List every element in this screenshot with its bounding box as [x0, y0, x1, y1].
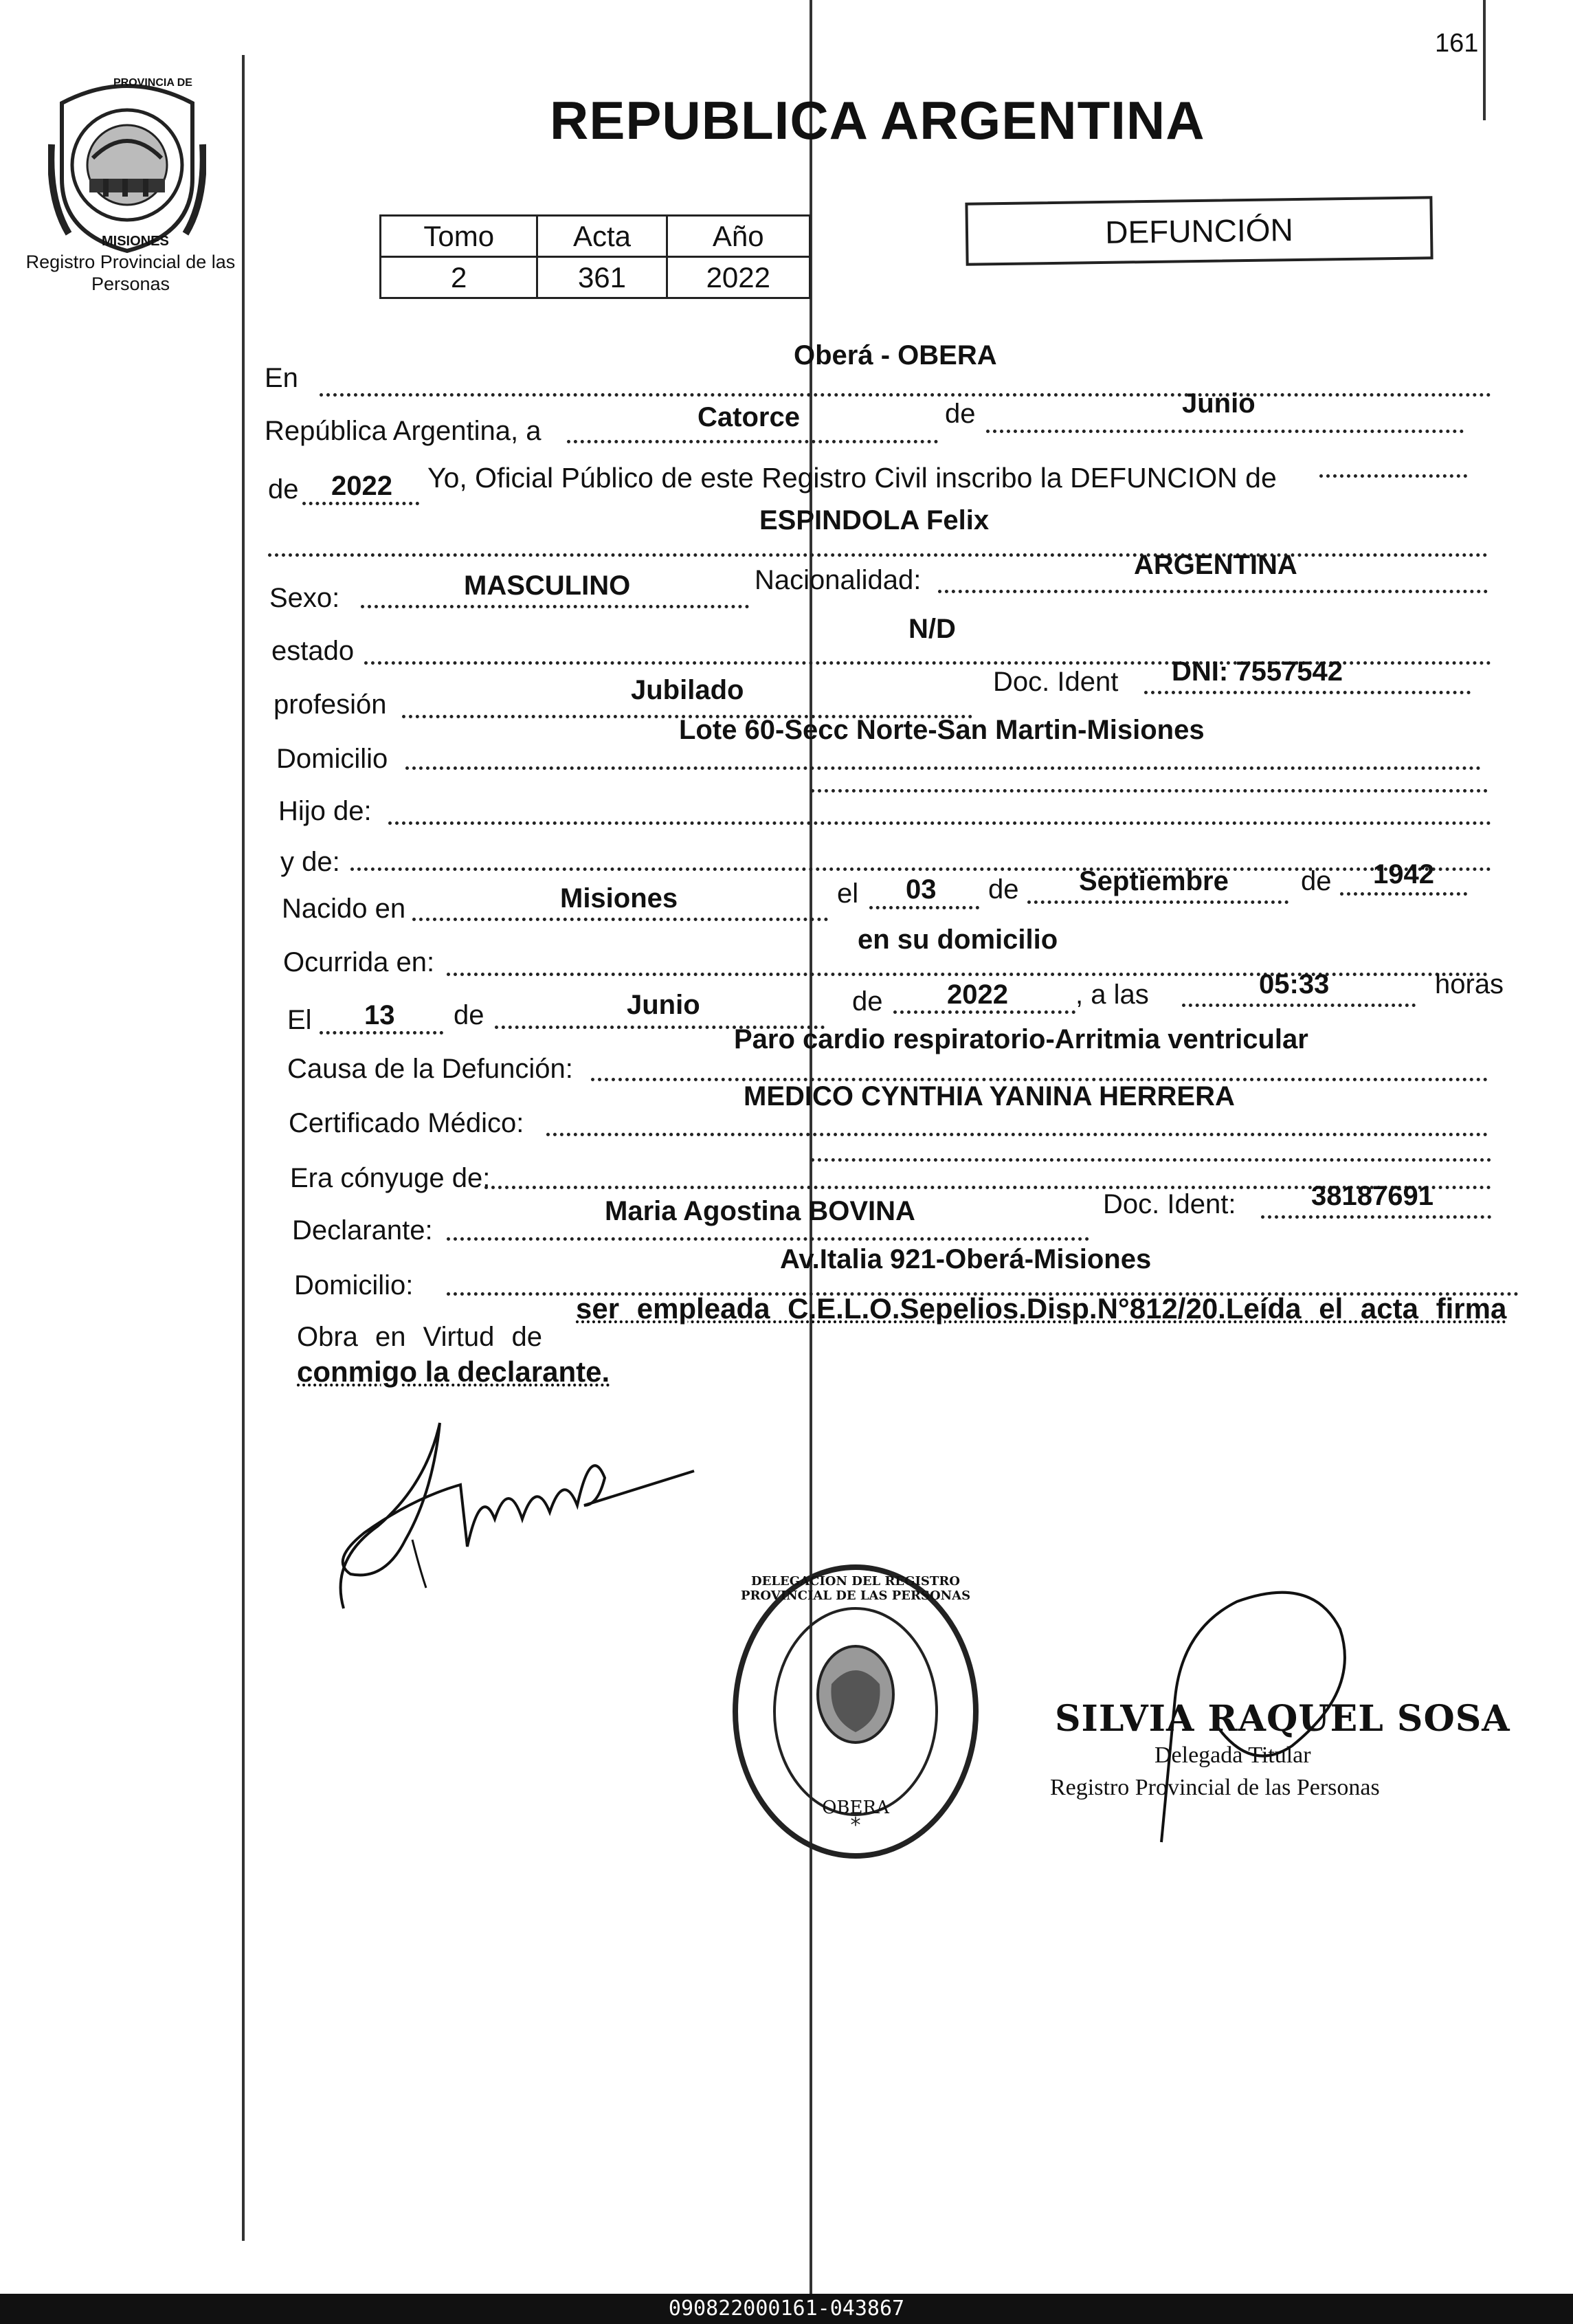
label-profesion: profesión: [274, 689, 387, 720]
death-month-value: Junio: [627, 990, 700, 1020]
domicilio-value: Lote 60-Secc Norte-San Martin-Misiones: [679, 715, 1205, 745]
label-de: de: [268, 474, 299, 505]
label-domicilio: Domicilio: [276, 744, 388, 774]
birth-day-value: 03: [906, 874, 937, 905]
table-header: Año: [667, 216, 810, 257]
certificado-value: MEDICO CYNTHIA YANINA HERRERA: [744, 1081, 1235, 1111]
fill-line: [361, 605, 749, 608]
label-certificado: Certificado Médico:: [289, 1108, 524, 1138]
domicilio2-value: Av.Italia 921-Oberá-Misiones: [780, 1244, 1152, 1274]
official-name: SILVIA RAQUEL SOSA: [1055, 1698, 1510, 1740]
fill-line: [938, 590, 1488, 593]
official-role: Delegada Titular: [1154, 1742, 1311, 1768]
label-de: de: [852, 986, 883, 1017]
fill-line: [1319, 474, 1467, 478]
doc-ident-value: DNI: 7557542: [1172, 656, 1343, 687]
provincial-seal: [48, 76, 206, 254]
label-decl-doc: Doc. Ident:: [1103, 1189, 1236, 1219]
table-cell: 361: [537, 257, 667, 298]
death-day-value: 13: [364, 1000, 395, 1030]
table-cell: 2022: [667, 257, 810, 298]
table-cell: 2: [381, 257, 537, 298]
profesion-value: Jubilado: [631, 675, 744, 705]
left-margin-line: [242, 55, 245, 2241]
nacido-value: Misiones: [560, 883, 678, 914]
decl-doc-value: 38187691: [1311, 1181, 1433, 1211]
label-republica: República Argentina, a: [265, 416, 542, 446]
page-title: REPUBLICA ARGENTINA: [550, 90, 1205, 151]
doc-type: DEFUNCIÓN: [1104, 212, 1294, 250]
sexo-value: MASCULINO: [464, 571, 631, 601]
fill-line: [893, 1010, 1075, 1014]
label-nacionalidad: Nacionalidad:: [755, 565, 922, 595]
birth-year-value: 1942: [1373, 859, 1434, 889]
label-a-las: , a las: [1075, 980, 1149, 1010]
fill-line: [447, 973, 1488, 976]
label-de: de: [988, 874, 1019, 905]
obra-value: ser empleada C.E.L.O.Sepelios.Disp.N°812/20.Leída el acta firma: [576, 1292, 1507, 1325]
label-de: de: [454, 1000, 484, 1030]
fill-line: [1340, 892, 1467, 896]
label-horas: horas: [1435, 969, 1504, 999]
fill-line: [268, 553, 1488, 557]
label-obra: Obra en Virtud de: [297, 1322, 543, 1352]
fill-line: [811, 789, 1488, 793]
svg-text:*: *: [850, 1813, 861, 1837]
seal-bottom-text: MISIONES: [102, 234, 169, 249]
right-margin-line: [1483, 0, 1486, 120]
day-text-value: Catorce: [698, 402, 800, 432]
fill-line: [1182, 1004, 1416, 1007]
fill-line: [567, 440, 938, 443]
label-sexo: Sexo:: [269, 583, 340, 613]
table-header: Acta: [537, 216, 667, 257]
death-time-value: 05:33: [1259, 969, 1330, 999]
fill-line: [320, 1031, 443, 1034]
footer-code: 090822000161-043867: [0, 2294, 1573, 2324]
fill-line: [811, 1158, 1491, 1162]
statement: Yo, Oficial Público de este Registro Civil inscribo la DEFUNCION de: [427, 462, 1277, 494]
label-hijo: Hijo de:: [278, 796, 372, 826]
fill-line: [412, 918, 828, 921]
doc-type-box: [965, 196, 1433, 265]
ocurrida-value: en su domicilio: [858, 925, 1058, 955]
label-doc-ident: Doc. Ident: [993, 667, 1119, 697]
seal-top-text: PROVINCIA DE: [113, 77, 192, 89]
stamp-text: DELEGACION DEL REGISTRO PROVINCIAL DE LAS PERSONAS: [740, 1574, 971, 1603]
label-nacido: Nacido en: [282, 894, 406, 924]
death-year-value: 2022: [947, 980, 1008, 1010]
nacionalidad-value: ARGENTINA: [1134, 550, 1297, 580]
registry-caption: Registro Provincial de las Personas: [25, 252, 236, 294]
fill-line: [405, 766, 1481, 770]
fill-line: [320, 393, 1491, 397]
fill-line: [447, 1237, 1089, 1241]
month-text-value: Junio: [1182, 388, 1256, 419]
label-ocurrida: Ocurrida en:: [283, 947, 435, 977]
birth-month-value: Septiembre: [1079, 866, 1229, 896]
label-domicilio2: Domicilio:: [294, 1270, 414, 1301]
label-y-de: y de:: [280, 847, 340, 877]
fill-line: [1027, 900, 1288, 904]
label-el: el: [837, 878, 859, 909]
label-causa: Causa de la Defunción:: [287, 1054, 573, 1084]
year-value: 2022: [331, 471, 392, 501]
deceased-name-value: ESPINDOLA Felix: [759, 505, 990, 535]
page-number: 161: [1435, 29, 1479, 58]
declarant-signature: [323, 1402, 708, 1622]
label-de: de: [945, 399, 976, 429]
fill-line: [1261, 1215, 1491, 1219]
label-en: En: [265, 363, 298, 393]
fill-line: [302, 502, 419, 505]
fill-line: [869, 906, 979, 909]
table-header: Tomo: [381, 216, 537, 257]
label-estado: estado: [271, 636, 355, 666]
causa-value: Paro cardio respiratorio-Arritmia ventricular: [734, 1024, 1308, 1054]
declarante-value: Maria Agostina BOVINA: [605, 1196, 915, 1226]
label-conyuge: Era cónyuge de:: [290, 1163, 491, 1193]
label-El: El: [287, 1005, 312, 1035]
obra-value-line2: conmigo la declarante.: [297, 1355, 610, 1388]
fill-line: [546, 1133, 1488, 1136]
label-de: de: [1301, 866, 1332, 896]
fill-line: [388, 821, 1491, 825]
estado-value: N/D: [908, 614, 956, 644]
delegation-stamp: [728, 1560, 983, 1863]
label-declarante: Declarante:: [292, 1215, 433, 1246]
place-value: Oberá - OBERA: [794, 340, 997, 370]
fill-line: [1144, 691, 1471, 694]
official-org: Registro Provincial de las Personas: [1050, 1775, 1380, 1800]
record-table: [379, 214, 811, 299]
fill-line: [986, 430, 1464, 433]
stamp-city: OBERA: [822, 1797, 889, 1818]
